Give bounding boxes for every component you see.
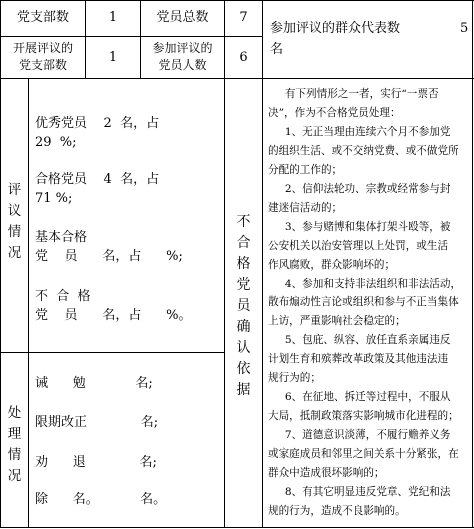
qualified-members-line1: 合格党员 4 名，占: [35, 172, 160, 187]
col-divider-d: [262, 0, 263, 528]
criteria-line: 公安机关以治安管理以上处罚，或生活: [268, 239, 449, 252]
disposal-label-char-3: 情: [7, 446, 22, 463]
criteria-line: 散布煽动性言论或组织和参与不正当集体: [268, 296, 459, 309]
criteria-line: 1、无正当理由连续六个月不参加党: [268, 125, 451, 138]
criteria-line: 分配的工作的；: [268, 163, 343, 176]
criteria-line: 上访，严重影响社会稳定的；: [268, 315, 406, 328]
evaluation-label-char-4: 况: [7, 244, 22, 261]
criteria-label-char: 依: [236, 361, 251, 377]
criteria-line: 7、道德意识淡薄，不履行赡养义务: [268, 429, 451, 442]
criteria-label-char: 党: [236, 277, 251, 293]
disposal-section-label: [1, 403, 28, 487]
masses-label-line1: 参加评议的群众代表数: [270, 21, 401, 36]
criteria-line: 计划生育和殡葬改革政策及其他违法违: [268, 353, 449, 366]
criteria-line: 4、参加和支持非法组织和非法活动，: [268, 277, 462, 290]
total-members-label: 党员总数: [156, 10, 209, 25]
masses-label-line2: 名: [270, 42, 284, 57]
criteria-line: 8、有其它明显违反党章、党纪和法: [268, 485, 451, 498]
basic-qualified-line1: 基本合格: [35, 230, 88, 245]
criteria-line: 规行为的；: [268, 372, 321, 385]
excellent-members-line2: 29 %;: [35, 135, 77, 150]
qualified-members-line2: 71 %;: [35, 191, 73, 206]
total-members-value: 7: [239, 10, 248, 25]
criteria-section-label: [225, 212, 262, 401]
criteria-line: 决”，作为不合格党员处理：: [268, 106, 401, 119]
border-bottom: [0, 527, 474, 528]
criteria-line: 3、参与赌博和集体打架斗殴等，被: [268, 220, 451, 233]
criteria-line: 规的行为，造成不良影响的。: [268, 504, 406, 517]
branches-label: 党支部数: [16, 10, 69, 25]
criteria-line: 建迷信活动的；: [268, 201, 343, 214]
criteria-line: 2、信仰法轮功、宗教或经常参与封: [268, 182, 451, 195]
criteria-label-char: 认: [236, 340, 251, 356]
participants-value: 6: [239, 50, 248, 65]
disposal-label-char-2: 理: [7, 425, 22, 442]
active-branches-value: 1: [108, 50, 118, 65]
criteria-label-char: 员: [236, 298, 251, 314]
disposal-item-correction: 限期改正 名;: [35, 415, 159, 430]
disposal-item-expel: 除 名。 名。: [35, 492, 167, 507]
row-divider-2: [0, 78, 474, 79]
basic-qualified-line2: 党 员 名，占 %;: [35, 249, 183, 264]
masses-value: 5: [460, 21, 469, 36]
branches-value: 1: [108, 10, 118, 25]
criteria-line: 6、在征地、拆迁等过程中，不服从: [268, 391, 451, 404]
criteria-line: 大局，抵制政策落实影响城市化进程的；: [268, 410, 459, 423]
disposal-label-char-1: 处: [7, 405, 22, 421]
evaluation-label-char-3: 情: [7, 223, 22, 240]
row-divider-1: [0, 36, 262, 37]
criteria-label-char: 不: [236, 214, 251, 230]
col-divider-label: [28, 78, 29, 528]
criteria-label-char: 确: [236, 319, 251, 335]
criteria-line: 的组织生活、或不交纳党费、或不做党所: [268, 144, 459, 157]
active-branches-line1: 开展评议的: [12, 41, 73, 55]
criteria-line: 或家庭成员和邻里之间关系十分紧张，在: [268, 448, 459, 461]
border-top: [0, 0, 474, 1]
unqualified-line2: 党 员 名，占 %。: [35, 308, 192, 323]
evaluation-section-label: [1, 180, 28, 264]
active-branches-line2: 党支部数: [18, 58, 67, 72]
criteria-line: 作风腐败，群众影响坏的；: [268, 258, 396, 271]
excellent-members-line1: 优秀党员 2 名，占: [35, 116, 160, 131]
criteria-line: 5、包庇、纵容、放任直系亲属违反: [268, 334, 451, 347]
unqualified-line1: 不 合 格: [35, 289, 91, 304]
criteria-line: 群众中造成很坏影响的；: [268, 467, 385, 479]
disposal-item-persuade-leave: 劝 退 名;: [35, 455, 157, 470]
section-divider: [0, 352, 224, 353]
disposal-label-char-4: 况: [7, 467, 22, 484]
border-right: [472, 0, 473, 528]
participants-line1: 参加评议的: [152, 41, 213, 55]
criteria-label-char: 合: [236, 235, 251, 251]
criteria-label-char: 格: [236, 256, 251, 272]
participants-line2: 党员人数: [158, 58, 207, 72]
criteria-label-char: 据: [236, 382, 251, 398]
evaluation-label-char-2: 议: [7, 202, 22, 219]
criteria-line: 有下列情形之一者，实行“一票否: [268, 88, 439, 100]
evaluation-label-char-1: 评: [7, 182, 22, 198]
disposal-item-admonish: 诫 勉 名;: [35, 376, 153, 391]
